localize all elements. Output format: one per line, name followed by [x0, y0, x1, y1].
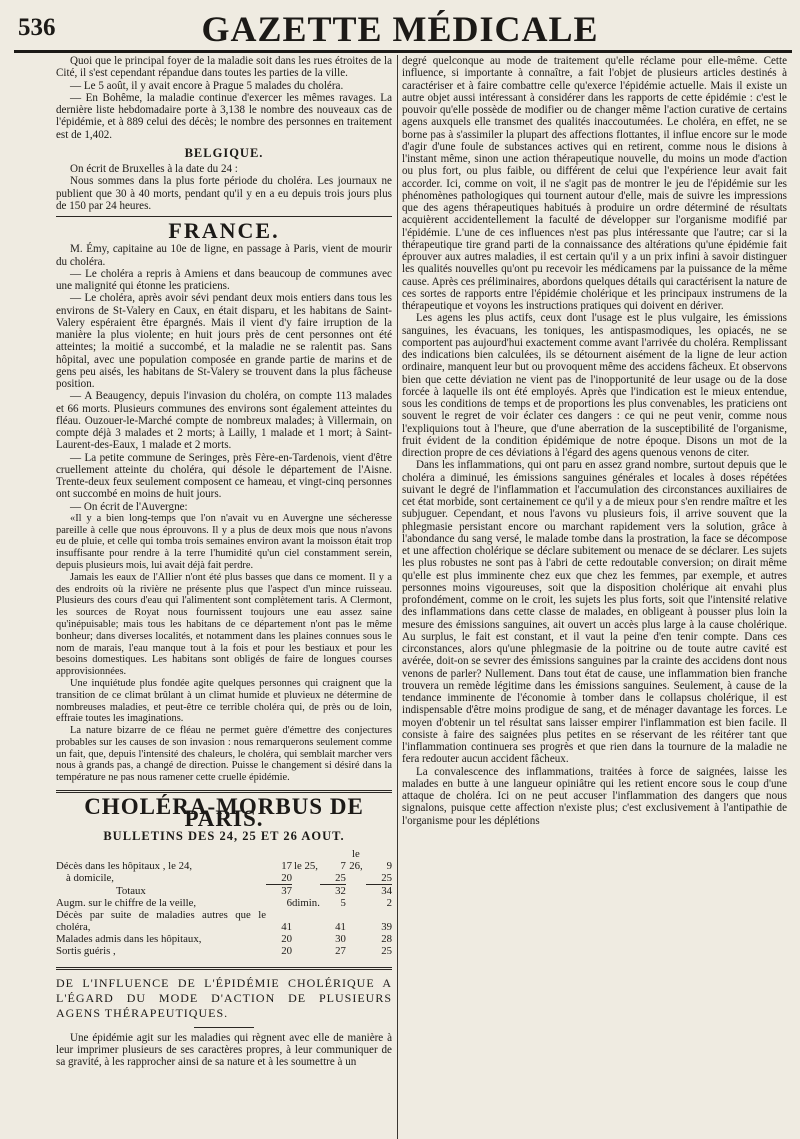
table-cell: Totaux — [116, 884, 146, 897]
cholera-title: CHOLÉRA-MORBUS DE PARIS. — [84, 794, 364, 832]
table-cell: dimin. — [292, 896, 320, 909]
table-cell — [292, 909, 320, 933]
table-cell — [346, 909, 366, 933]
table-row — [56, 945, 392, 957]
table-cell: 17 — [281, 859, 292, 872]
bulletin-title: BULLETINS DES 24, 25 ET 26 AOUT. — [103, 828, 345, 843]
table-cell: 39 — [381, 920, 392, 933]
table-cell: 34 — [381, 884, 392, 897]
paragraph: «Il y a bien long-temps que l'on n'avait vu en Auvergne une sécheresse pareille à celle que nous éprouvons. Il y a plus de deux mois que nous n'avons eu de pluie, et celle qui tomba trois semaines environ avant la moisson était trop insuffisante pour rendre à la terre l'humidité qu'un ciel constamment serein, depuis plusieurs mois, lui avait déjà fait perdre. — [56, 512, 392, 571]
paragraph: La convalescence des inflammations, traitées à force de saignées, laisse les malades en butte à une langueur opiniâtre qui les retient encore sous le coup d'une attaque de choléra. Ici on ne peut accuser l'inflammation des dangers que nous signalons, puisque cette affection n'existe plus; c'est exclusivement à l'antipathie de l'organisme pour les déplétions — [402, 765, 787, 827]
paragraph: On écrit de Bruxelles à la date du 24 : — [70, 163, 238, 175]
table-cell: Malades admis dans les hôpitaux, — [56, 932, 202, 945]
section-title-belgique: BELGIQUE. — [184, 145, 264, 160]
table-cell — [292, 945, 320, 957]
table-cell: 37 — [281, 884, 292, 897]
table-cell: Décès dans les hôpitaux , le 24, — [56, 859, 193, 872]
paragraph: M. Émy, capitaine au 10e de ligne, en passage à Paris, vient de mourir du choléra. — [56, 243, 392, 268]
table-row — [56, 909, 392, 933]
title-rule — [194, 1027, 254, 1028]
paragraph: Une épidémie agit sur les maladies qui règnent avec elle de manière à leur imprimer plusieurs de ses caractères propres, à leur communiquer de sa gravité, à les rapprocher ainsi de sa nature et à les soumettre à un — [56, 1031, 392, 1069]
table-cell — [346, 872, 366, 885]
table-cell: 6 — [286, 896, 292, 909]
table-row — [56, 848, 392, 872]
section-rule — [56, 790, 392, 793]
paragraph: Nous sommes dans la plus forte période du choléra. Les journaux ne publient que 30 à 40 morts, pendant qu'il y en a eu depuis trois jours plus de 150 par 24 heures. — [56, 175, 392, 212]
table-cell — [292, 872, 320, 885]
table-cell — [292, 933, 320, 945]
table-row — [56, 897, 392, 909]
table-cell: 27 — [335, 944, 346, 957]
table-cell — [292, 884, 320, 897]
table-cell: 25 — [320, 872, 346, 885]
table-cell — [346, 884, 366, 897]
table-cell: 20 — [266, 872, 292, 885]
journal-title: GAZETTE MÉDICALE — [201, 9, 599, 49]
paragraph: Dans les inflammations, qui ont paru en assez grand nombre, surtout depuis que le choléra a diminué, les émissions sanguines générales et locales à doses répétées suivant le degré de l'inflammation et l'accumulation des circonstances auxiliaires de cet état morbide, sont certainement ce qu'il y a de mieux pour s'en rendre maître et les subjuguer. Cependant, et nous l'avons vu plusieurs fois, il arrive souvent que la phlegmasie persistant encore ou marchant rapidement vers la solution, grâce à l'abondance du sang versé, le malade tombe dans la prostration, la face se décompose et une affection cholérique se déclare subitement ou menace de se déclarer. Les sujets les plus robustes ne sont pas à l'abri de cette redoutable conversion; on dirait même qu'elle est plus imminente chez eux que chez les femmes, par exemple, et autres personnes moins vigoureuses, soit que la disposition cholérique ait envahi plus profondément, comme on le croit, les sujets les plus forts, soit que l'intensité relative des inflammations dans cette classe de malades, en obligeant à pousser plus loin la mesure des émissions sanguines, ait ouvert un accès plus large à la cause cholérique. Au surplus, le fait est constant, et il vaut la peine d'en tenir compte. Dans ces circonstances, alors qu'une phlegmasie de la poitrine ou de toute autre cavité est avérée, doit-on se sevrer des émissions sanguines par la crainte des accidens dont nous venons de parler? Nullement. Dans tout état de cause, une inflammation bien franche trouvera un remède légitime dans les émissions sanguines. Seulement, à cause de la tendance imminente de l'économie à tomber dans le collapsus cholérique, il est indispensable d'être moins prodigue de sang, et de ménager davantage les forces. Le moyen d'obtenir un tel résultat sans laisser empirer l'inflammation est bien facile. Il consiste à faire des saignées plus petites en se réservant de les réitérer tant que l'inflammation continuera ses progrès et que rien dans la tournure de la maladie ne fera redouter aucun accident fâcheux. — [402, 459, 787, 766]
table-cell: Décès par suite de maladies autres que le choléra, — [56, 908, 266, 933]
header-rule — [14, 50, 792, 53]
bulletin-table — [56, 848, 392, 957]
table-cell: 20 — [281, 944, 292, 957]
paragraph: Quoi que le principal foyer de la maladie soit dans les rues étroites de la Cité, il s'est cependant répandue dans toutes les parties de la ville. — [56, 55, 392, 80]
table-row — [56, 884, 392, 897]
table-cell: 9 — [386, 859, 392, 872]
table-cell: 28 — [381, 932, 392, 945]
paragraph: Les agens les plus actifs, ceux dont l'usage est le plus vulgaire, les émissions sanguines, les évacuans, les toniques, les antispasmodiques, les opiacés, ne se comportent pas aujourd'hui exactement comme avant l'arrivée du choléra. Remplissant des indications bien calculées, ils se détournent aisément de la ligne de leur action ordinaire, manquent leur but ou provoquent même des accidens fâcheux. Et observons bien que cette déviation ne vient pas de l'inopportunité de leur usage ou de la dose forcée à laquelle ils ont été employés. Après que l'indication est le mieux entendue, sous les conditions de temps et de proportions les plus convenables, les praticiens ont souvent le regret de voir éclater ces dangers : ce qui ne peut venir, comme nous l'expliquions tout à l'heure, que d'une aberration de la susceptibilité de l'organisme, fruit évident de la condition épidémique de notre époque. Disons un mot de la direction propre de ces déviations à l'égard des agens quenous venons de citer. — [402, 312, 787, 459]
table-cell: 32 — [335, 884, 346, 897]
table-cell: 41 — [281, 920, 292, 933]
paragraph: La nature bizarre de ce fléau ne permet guère d'émettre des conjectures probables sur les causes de son invasion : nous remarquerons seulement comme un fait, que, depuis l'intensité des chaleurs, le choléra, qui semblait marcher vers nous à grands pas, a changé de direction. Puisse le changement si désiré dans la température ne pas nous ramener cette cruelle épidémie. — [56, 725, 392, 784]
table-cell: 20 — [281, 932, 292, 945]
table-cell — [346, 897, 366, 909]
table-cell: 25 — [381, 944, 392, 957]
table-cell — [346, 933, 366, 945]
column-divider — [397, 55, 398, 1139]
table-cell: 25 — [366, 872, 392, 885]
paragraph: Jamais les eaux de l'Allier n'ont été plus basses que dans ce moment. Il y a des endroits où la rivière ne présente plus que l'aspect d'un mince ruisseau. Plusieurs des cours d'eau qui l'alimentent sont complètement taris. A Clermont, les sources de Royat nous fournissent toujours une eau assez saine qu'inépuisable; mais tous les habitans de ce département n'ont pas le même bonheur; dans diverses localités, et notamment dans les plaines connues sous le nom de marais, l'eau manque tout à la fois et pour les bestiaux et pour les besoins domestiques. Les habitans sont obligés de faire de longues courses approvisionnées. — [56, 571, 392, 678]
table-cell: Sortis guéris , — [56, 944, 116, 957]
table-cell: 41 — [335, 920, 346, 933]
paragraph: — A Beaugency, depuis l'invasion du choléra, on compte 113 malades et 66 morts. Plusieurs communes des environs sont également atteintes du fléau. Ouzouer-le-Marché compte de nombreux malades; à Villermain, on compte déjà 3 malades et 2 morts; à Lailly, 1 malade et 1 mort; à Saint-Laurent-des-Eaux, 1 malade et 2 morts. — [56, 390, 392, 452]
right-column — [402, 55, 787, 827]
section-rule — [56, 967, 392, 970]
left-column — [56, 55, 392, 1069]
table-cell: à domicile, — [66, 872, 114, 885]
paragraph: — Le choléra a repris à Amiens et dans beaucoup de communes avec une malignité qui étonne les praticiens. — [56, 267, 392, 292]
table-cell: 7 — [340, 859, 346, 872]
page-number: 536 — [18, 14, 56, 41]
table-cell: 30 — [335, 932, 346, 945]
table-row — [56, 872, 392, 885]
auvergne-quote — [56, 513, 392, 784]
section-title-france: FRANCE. — [168, 218, 280, 243]
article-title: DE L'INFLUENCE DE L'ÉPIDÉMIE CHOLÉRIQUE A L'ÉGARD DU MODE D'ACTION DE PLUSIEURS AGENS THÉRAPEUTIQUES. — [56, 975, 392, 1020]
paragraph: degré quelconque au mode de traitement qu'elle réclame pour elle-même. Cette influence, si importante à connaître, a fait l'objet de plusieurs articles destinés à caractériser et à faire combattre celle qu'exerce l'épidémie actuelle. Mais il existe un autre objet aussi intéressant à considérer dans les rapports de cette épidémie : c'est le pouvoir qu'elle possède de modifier ou de changer même l'action curative de certains agens auxquels elle transmet des qualités inaccoutumées. Le choléra, en effet, ne se borne pas à s'assimiler la plupart des affections flottantes, il influe encore sur le mode d'agir d'une foule de substances actives qui en retirent, comme nous le disions à l'instant même, sinon une action thérapeutique nouvelle, du moins un mode d'action ou plus fort, ou plus faible, ou différent de celui que l'expérience leur avait fait accorder. Ici, comme on voit, il ne s'agit pas de montrer le jeu de l'épidémie sur les phénomènes pathologiques qui tournent autour d'elle, mais de suivre les impressions que des agens thérapeutiques habitués à produire un ordre déterminé de résultats acquièrent accidentellement la faculté de développer sur l'organisme modifié par l'épidémie. L'une de ces influences n'est pas plus intéressante que l'autre; car si la thérapeutique tire grand parti de la connaissance des altérations qu'une épidémie fait éprouver aux autres maladies, il est certain qu'il y a un prix infini à savoir distinguer les qualités nouvelles qu'ont pu recevoir les médicamens par la puissance de la même cause. Après ces préliminaires, abordons quelques détails qui caractérisent la nature de ces sortes de rapports entre l'épidémie cholérique et les principaux instrumens de la thérapeutique et voyons les instructions pratiques qui doivent en dériver. — [402, 55, 787, 312]
paragraph: — La petite commune de Seringes, près Fère-en-Tardenois, vient d'être cruellement atteinte du choléra, qui désole le département de l'Aisne. Trente-deux feux seulement composent ce hameau, et vingt-cinq personnes ont succombé en moins de huit jours. — [56, 451, 392, 501]
table-cell: Augm. sur le chiffre de la veille, — [56, 896, 197, 909]
table-cell — [346, 945, 366, 957]
paragraph: — En Bohême, la maladie continue d'exercer les mêmes ravages. La dernière liste hebdomadaire porte à 3,138 le nombre des nouveaux cas de l'épidémie, et à 889 celui des décès; le nombre des personnes en traitement est de 1,402. — [56, 91, 392, 141]
paragraph: — Le 5 août, il y avait encore à Prague 5 malades du choléra. — [70, 79, 344, 92]
paragraph: Une inquiétude plus fondée agite quelques personnes qui craignent que la transition de ce climat brûlant à un climat humide et pluvieux ne détermine de nombreuses maladies, et peut-être ce terrible choléra qui, de près ou de loin, effraie toutes les imaginations. — [56, 677, 392, 725]
table-cell: le 25, — [293, 859, 318, 872]
paragraph: — On écrit de l'Auvergne: — [70, 500, 188, 513]
section-rule — [56, 216, 392, 217]
table-cell: le 26, — [349, 847, 363, 872]
paragraph: — Le choléra, après avoir sévi pendant deux mois entiers dans tous les environs de St-Valery en Caux, en était disparu, et les habitans de Saint-Valery espéraient être épargnés. Mais il vient d'y faire irruption de la manière la plus violente; en huit jours près de cent personnes ont été atteintes; la moitié a succombé, et la maladie ne se ralentit pas. Sans hôpital, avec une population composée en grande partie de marins et de gens peu aisés, les habitans de St-Valery se trouvent dans la plus fâcheuse position. — [56, 292, 392, 390]
table-cell: 2 — [386, 896, 392, 909]
table-cell: 5 — [340, 896, 346, 909]
table-row — [56, 933, 392, 945]
